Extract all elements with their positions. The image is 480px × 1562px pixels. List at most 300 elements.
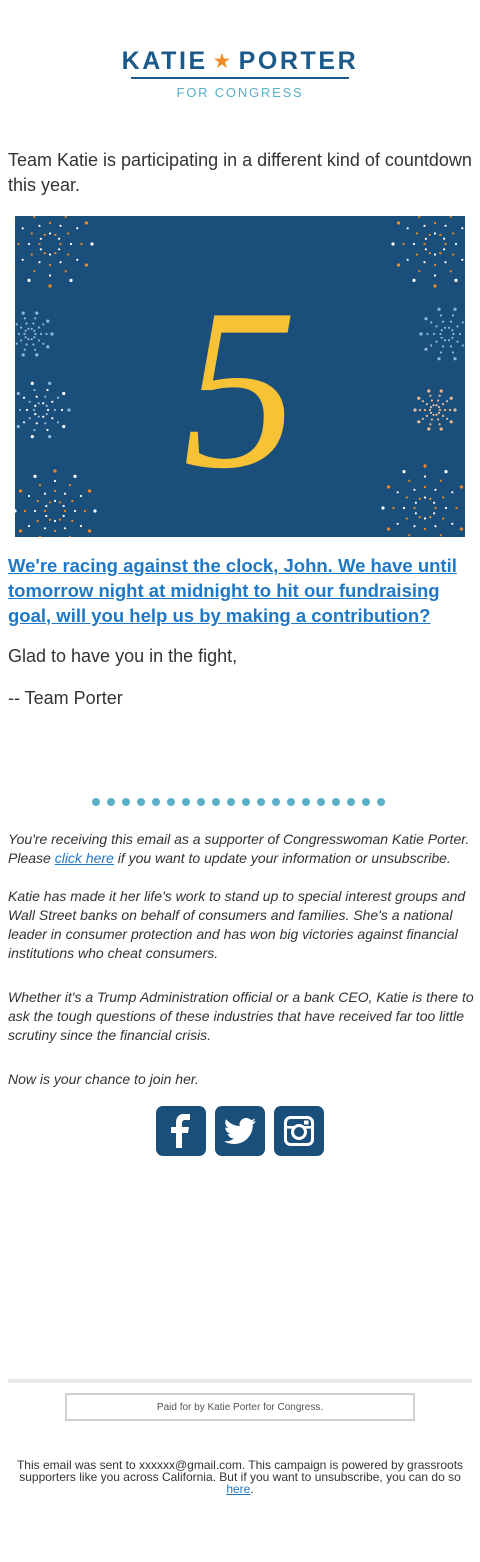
firework-dot bbox=[49, 501, 51, 503]
firework-dot bbox=[46, 345, 49, 348]
firework-dot bbox=[65, 270, 67, 272]
firework-dot bbox=[444, 470, 447, 473]
firework-dot bbox=[424, 409, 426, 411]
firework-dot bbox=[49, 222, 51, 224]
firework-dot bbox=[31, 253, 33, 255]
firework-dot bbox=[426, 415, 428, 417]
firework-dot bbox=[406, 517, 408, 519]
paid-for-disclaimer bbox=[65, 1393, 415, 1421]
firework-dot bbox=[59, 261, 61, 263]
firework-dot bbox=[46, 405, 48, 407]
firework-dot bbox=[26, 343, 28, 345]
firework-dot bbox=[433, 284, 436, 287]
firework-dot bbox=[33, 330, 35, 332]
firework-dot bbox=[454, 279, 457, 282]
firework-dot bbox=[434, 264, 436, 266]
firework-dot bbox=[49, 519, 51, 521]
firework-dot bbox=[33, 389, 35, 391]
sent-notice bbox=[12, 1459, 468, 1495]
firework-dot bbox=[441, 337, 443, 339]
firework-dot bbox=[442, 403, 444, 405]
firework-dot bbox=[49, 264, 51, 266]
signoff-text: -- Team Porter bbox=[8, 688, 123, 708]
separator-dot bbox=[242, 798, 250, 806]
firework-dot bbox=[20, 326, 22, 328]
firework-dot bbox=[392, 507, 394, 509]
firework-dot bbox=[437, 357, 440, 360]
firework-dot bbox=[402, 470, 405, 473]
firework-dot bbox=[80, 525, 82, 527]
firework-dot bbox=[432, 404, 434, 406]
firework-dot bbox=[48, 435, 51, 438]
firework-dot bbox=[29, 417, 31, 419]
firework-dot bbox=[387, 527, 390, 530]
firework-dot bbox=[80, 243, 82, 245]
firework-dot bbox=[47, 409, 49, 411]
facebook-icon bbox=[168, 1114, 194, 1148]
instagram-button[interactable] bbox=[274, 1106, 324, 1156]
firework-dot bbox=[44, 493, 46, 495]
firework-dot bbox=[450, 420, 453, 423]
firework-dot bbox=[90, 242, 93, 245]
separator-dot bbox=[302, 798, 310, 806]
firework-dot bbox=[27, 328, 29, 330]
firework-dot bbox=[44, 422, 46, 424]
firework-dot bbox=[24, 349, 26, 351]
firework-dot bbox=[424, 517, 426, 519]
firework-dot bbox=[434, 222, 436, 224]
firework-dot bbox=[434, 507, 436, 509]
firework-dot bbox=[34, 510, 36, 512]
firework-dot bbox=[433, 502, 435, 504]
supporter-notice-after: if you want to update your information or unsubscribe. bbox=[113, 850, 451, 866]
firework-dot bbox=[431, 418, 433, 420]
firework-dot bbox=[69, 279, 72, 282]
firework-dot bbox=[442, 415, 444, 417]
firework-dot bbox=[46, 389, 48, 391]
firework-dot bbox=[19, 409, 21, 411]
firework-dot bbox=[57, 397, 59, 399]
firework-dot bbox=[67, 253, 69, 255]
firework-dot bbox=[54, 234, 56, 236]
separator-dot bbox=[347, 798, 355, 806]
firework-dot bbox=[424, 348, 427, 351]
separator-dot bbox=[197, 798, 205, 806]
firework-dot bbox=[31, 232, 33, 234]
unsubscribe-link[interactable]: here bbox=[226, 1482, 251, 1496]
firework-dot bbox=[18, 333, 20, 335]
firework-dot bbox=[50, 332, 53, 335]
greeting-text: Glad to have you in the fight, bbox=[8, 646, 238, 666]
firework-dot bbox=[45, 333, 47, 335]
firework-dot bbox=[456, 325, 458, 327]
firework-dot bbox=[64, 527, 66, 529]
firework-dot bbox=[63, 515, 65, 517]
firework-dot bbox=[391, 242, 394, 245]
footer-divider bbox=[8, 1379, 472, 1383]
firework-dot bbox=[67, 232, 69, 234]
firework-dot bbox=[407, 227, 409, 229]
firework-dot bbox=[64, 493, 66, 495]
firework-dot bbox=[455, 507, 457, 509]
firework-dot bbox=[442, 321, 444, 323]
instagram-icon bbox=[284, 1116, 314, 1146]
separator-dot bbox=[317, 798, 325, 806]
firework-dot bbox=[413, 489, 415, 491]
firework-dot bbox=[408, 534, 410, 536]
firework-dot bbox=[453, 308, 456, 311]
firework-dot bbox=[26, 322, 28, 324]
firework-dot bbox=[48, 382, 51, 385]
firework-dot bbox=[442, 517, 444, 519]
firework-dot bbox=[387, 485, 390, 488]
firework-dot bbox=[450, 345, 452, 347]
firework-dot bbox=[442, 496, 444, 498]
firework-dot bbox=[34, 405, 36, 407]
firework-dot bbox=[444, 339, 446, 341]
firework-dot bbox=[28, 243, 30, 245]
firework-dot bbox=[460, 485, 463, 488]
separator-dot bbox=[92, 798, 100, 806]
logo-rule bbox=[131, 77, 349, 79]
firework-dot bbox=[76, 227, 78, 229]
firework-dot bbox=[32, 343, 34, 345]
firework-dot bbox=[430, 321, 432, 323]
firework-dot bbox=[33, 409, 35, 411]
firework-dot bbox=[45, 515, 47, 517]
firework-dot bbox=[451, 523, 453, 525]
scrutiny-text: Whether it's a Trump Administration official or a bank CEO, Katie is there to ask the tough questions of these industries that have received far too little scrutiny since the financial crisis. bbox=[8, 989, 474, 1043]
firework-dot bbox=[34, 317, 36, 319]
campaign-logo bbox=[0, 48, 480, 100]
firework-dot bbox=[439, 395, 441, 397]
countdown-banner-image[interactable] bbox=[15, 216, 465, 537]
firework-dot bbox=[422, 418, 424, 420]
firework-dot bbox=[26, 409, 28, 411]
firework-dot bbox=[435, 404, 437, 406]
firework-dot bbox=[455, 243, 457, 245]
firework-dot bbox=[54, 252, 56, 254]
firework-dot bbox=[418, 270, 420, 272]
firework-dot bbox=[438, 412, 440, 414]
firework-dot bbox=[446, 400, 448, 402]
firework-dot bbox=[62, 425, 65, 428]
firework-dot bbox=[38, 261, 40, 263]
firework-dot bbox=[406, 496, 408, 498]
paid-for-text: Paid for by Katie Porter for Congress. bbox=[156, 1401, 324, 1413]
firework-dot bbox=[431, 399, 433, 401]
firework-dot bbox=[40, 238, 42, 240]
firework-dot bbox=[423, 243, 425, 245]
firework-dot bbox=[417, 420, 420, 423]
firework-dot bbox=[34, 333, 36, 335]
twitter-button[interactable] bbox=[215, 1106, 265, 1156]
firework-dot bbox=[40, 248, 42, 250]
firework-dot bbox=[445, 507, 447, 509]
firework-dot bbox=[25, 330, 27, 332]
separator-dot bbox=[182, 798, 190, 806]
separator-dot bbox=[287, 798, 295, 806]
firework-dot bbox=[451, 329, 453, 331]
separator-dot bbox=[122, 798, 130, 806]
firework-dot bbox=[439, 423, 441, 425]
contribute-link[interactable]: We're racing against the clock, John. We have until tomorrow night at midnight to hit our fundraising goal, will you help us by making a contribution? bbox=[8, 555, 457, 626]
firework-dot bbox=[453, 357, 456, 360]
firework-dot bbox=[71, 500, 73, 502]
firework-dot bbox=[67, 408, 70, 411]
logo-word-porter: PORTER bbox=[238, 47, 359, 75]
firework-dot bbox=[49, 232, 51, 234]
firework-dot bbox=[33, 429, 35, 431]
firework-dot bbox=[416, 232, 418, 234]
firework-dot bbox=[459, 333, 461, 335]
firework-dot bbox=[36, 396, 38, 398]
firework-dot bbox=[17, 425, 20, 428]
firework-dot bbox=[423, 225, 425, 227]
firework-dot bbox=[42, 402, 44, 404]
firework-dot bbox=[397, 523, 399, 525]
star-icon: ★ bbox=[213, 51, 233, 71]
firework-dot bbox=[54, 490, 56, 492]
firework-dot bbox=[31, 338, 33, 340]
firework-dot bbox=[49, 274, 51, 276]
firework-dot bbox=[64, 510, 66, 512]
firework-dot bbox=[37, 500, 39, 502]
firework-dot bbox=[412, 279, 415, 282]
firework-dot bbox=[20, 339, 22, 341]
firework-dot bbox=[419, 516, 421, 518]
supporter-notice-before: You're receiving this email as a supporter of Congresswoman Katie Porter. Please bbox=[8, 831, 470, 866]
firework-dot bbox=[59, 519, 61, 521]
bio-text: Katie has made it her life's work to stand up to special interest groups and Wall Street banks on behalf of consumers and families. She's a national leader in consumer protection and has won big victories against financial institutions who cheat consumers. bbox=[8, 888, 466, 961]
separator-dot bbox=[257, 798, 265, 806]
firework-dot bbox=[46, 429, 48, 431]
firework-dot bbox=[424, 475, 426, 477]
firework-dot bbox=[74, 510, 76, 512]
logo-word-katie: KATIE bbox=[121, 47, 208, 75]
firework-dot bbox=[408, 480, 410, 482]
firework-dot bbox=[425, 248, 427, 250]
firework-dot bbox=[61, 409, 63, 411]
firework-dot bbox=[452, 314, 454, 316]
firework-dot bbox=[16, 323, 18, 325]
firework-dot bbox=[19, 529, 22, 532]
firework-dot bbox=[452, 333, 454, 335]
separator-dot bbox=[212, 798, 220, 806]
firework-dot bbox=[88, 529, 91, 532]
firework-dot bbox=[427, 389, 430, 392]
firework-dot bbox=[16, 343, 18, 345]
firework-dot bbox=[17, 243, 19, 245]
firework-dot bbox=[28, 525, 30, 527]
firework-dot bbox=[46, 413, 48, 415]
firework-dot bbox=[397, 221, 400, 224]
firework-dot bbox=[419, 332, 422, 335]
firework-dot bbox=[34, 413, 36, 415]
firework-dot bbox=[450, 321, 452, 323]
firework-dot bbox=[429, 423, 431, 425]
firework-dot bbox=[25, 336, 27, 338]
firework-dot bbox=[449, 409, 451, 411]
firework-dot bbox=[415, 502, 417, 504]
firework-dot bbox=[423, 464, 426, 467]
firework-dot bbox=[429, 234, 431, 236]
firework-dot bbox=[59, 243, 61, 245]
firework-dot bbox=[58, 248, 60, 250]
firework-dot bbox=[462, 321, 464, 323]
firework-dot bbox=[438, 406, 440, 408]
firework-dot bbox=[453, 408, 456, 411]
firework-dot bbox=[416, 253, 418, 255]
firework-dot bbox=[44, 252, 46, 254]
firework-dot bbox=[44, 527, 46, 529]
firework-dot bbox=[462, 344, 464, 346]
firework-dot bbox=[51, 401, 53, 403]
separator-dot bbox=[167, 798, 175, 806]
firework-dot bbox=[58, 238, 60, 240]
firework-dot bbox=[54, 480, 56, 482]
firework-dot bbox=[429, 252, 431, 254]
firework-dot bbox=[446, 418, 448, 420]
firework-dot bbox=[42, 323, 44, 325]
facebook-button[interactable] bbox=[156, 1106, 206, 1156]
firework-dot bbox=[439, 333, 441, 335]
firework-dot bbox=[450, 270, 452, 272]
dot-separator bbox=[92, 798, 385, 806]
separator-dot bbox=[137, 798, 145, 806]
firework-dot bbox=[437, 418, 439, 420]
firework-dot bbox=[434, 489, 436, 491]
intro-text: Team Katie is participating in a different kind of countdown this year. bbox=[8, 150, 472, 195]
firework-dot bbox=[440, 389, 443, 392]
separator-dot bbox=[377, 798, 385, 806]
firework-dot bbox=[425, 238, 427, 240]
firework-dot bbox=[38, 225, 40, 227]
firework-dot bbox=[450, 397, 453, 400]
sent-notice-before: This email was sent to xxxxxx@gmail.com. This campaign is powered by grassroots supporters like you across California. But if you want to unsubscribe, you can do so bbox=[16, 1458, 464, 1484]
firework-dot bbox=[440, 534, 442, 536]
firework-dot bbox=[28, 495, 30, 497]
firework-dot bbox=[451, 491, 453, 493]
firework-dot bbox=[35, 312, 38, 315]
firework-dot bbox=[419, 409, 421, 411]
join-text: Now is your chance to join her. bbox=[8, 1071, 199, 1087]
firework-dot bbox=[424, 528, 426, 530]
firework-dot bbox=[73, 475, 76, 478]
firework-dot bbox=[443, 248, 445, 250]
firework-dot bbox=[451, 337, 453, 339]
firework-dot bbox=[51, 417, 53, 419]
firework-dot bbox=[54, 530, 56, 532]
firework-dot bbox=[32, 322, 34, 324]
firework-dot bbox=[435, 341, 437, 343]
firework-dot bbox=[426, 403, 428, 405]
firework-dot bbox=[22, 259, 24, 261]
firework-dot bbox=[93, 509, 96, 512]
firework-dot bbox=[23, 397, 25, 399]
firework-dot bbox=[38, 243, 40, 245]
firework-dot bbox=[85, 263, 88, 266]
firework-dot bbox=[434, 253, 436, 255]
firework-dot bbox=[440, 351, 442, 353]
firework-dot bbox=[39, 484, 41, 486]
firework-dot bbox=[42, 343, 44, 345]
firework-dot bbox=[448, 327, 450, 329]
firework-dot bbox=[22, 312, 25, 315]
firework-dot bbox=[424, 317, 427, 320]
update-info-link[interactable]: click here bbox=[54, 850, 114, 866]
separator-dot bbox=[272, 798, 280, 806]
firework-dot bbox=[397, 491, 399, 493]
firework-dot bbox=[33, 336, 35, 338]
firework-dot bbox=[407, 259, 409, 261]
firework-dot bbox=[430, 412, 432, 414]
firework-dot bbox=[439, 252, 441, 254]
firework-dot bbox=[435, 414, 437, 416]
firework-dot bbox=[448, 339, 450, 341]
twitter-icon bbox=[224, 1118, 256, 1144]
firework-dot bbox=[419, 498, 421, 500]
firework-dot bbox=[437, 399, 439, 401]
firework-dot bbox=[434, 232, 436, 234]
firework-dot bbox=[53, 469, 56, 472]
separator-dot bbox=[152, 798, 160, 806]
firework-dot bbox=[435, 325, 437, 327]
firework-dot bbox=[27, 338, 29, 340]
firework-dot bbox=[444, 327, 446, 329]
firework-dot bbox=[403, 507, 405, 509]
firework-dot bbox=[46, 320, 49, 323]
firework-dot bbox=[443, 238, 445, 240]
firework-dot bbox=[444, 409, 446, 411]
logo-subtitle: FOR CONGRESS bbox=[176, 85, 304, 100]
firework-dot bbox=[31, 435, 34, 438]
social-links bbox=[156, 1106, 324, 1156]
firework-dot bbox=[37, 520, 39, 522]
firework-dot bbox=[461, 259, 463, 261]
firework-dot bbox=[441, 329, 443, 331]
firework-dot bbox=[429, 516, 431, 518]
firework-dot bbox=[59, 501, 61, 503]
firework-dot bbox=[57, 421, 59, 423]
firework-dot bbox=[440, 314, 442, 316]
firework-dot bbox=[38, 339, 40, 341]
firework-dot bbox=[22, 227, 24, 229]
firework-dot bbox=[17, 392, 20, 395]
firework-dot bbox=[424, 496, 426, 498]
firework-dot bbox=[433, 512, 435, 514]
firework-dot bbox=[70, 243, 72, 245]
firework-dot bbox=[24, 317, 26, 319]
firework-dot bbox=[54, 500, 56, 502]
firework-dot bbox=[413, 243, 415, 245]
firework-dot bbox=[402, 243, 404, 245]
firework-dot bbox=[452, 351, 454, 353]
firework-dot bbox=[31, 328, 33, 330]
firework-dot bbox=[461, 227, 463, 229]
firework-dot bbox=[85, 221, 88, 224]
firework-dot bbox=[33, 475, 36, 478]
firework-dot bbox=[44, 234, 46, 236]
separator-dot bbox=[227, 798, 235, 806]
sent-notice-after: . bbox=[250, 1482, 254, 1496]
countdown-number: 5 bbox=[182, 261, 298, 516]
firework-dot bbox=[456, 341, 458, 343]
firework-dot bbox=[440, 427, 443, 430]
firework-dot bbox=[444, 225, 446, 227]
firework-dot bbox=[76, 259, 78, 261]
firework-dot bbox=[27, 279, 30, 282]
